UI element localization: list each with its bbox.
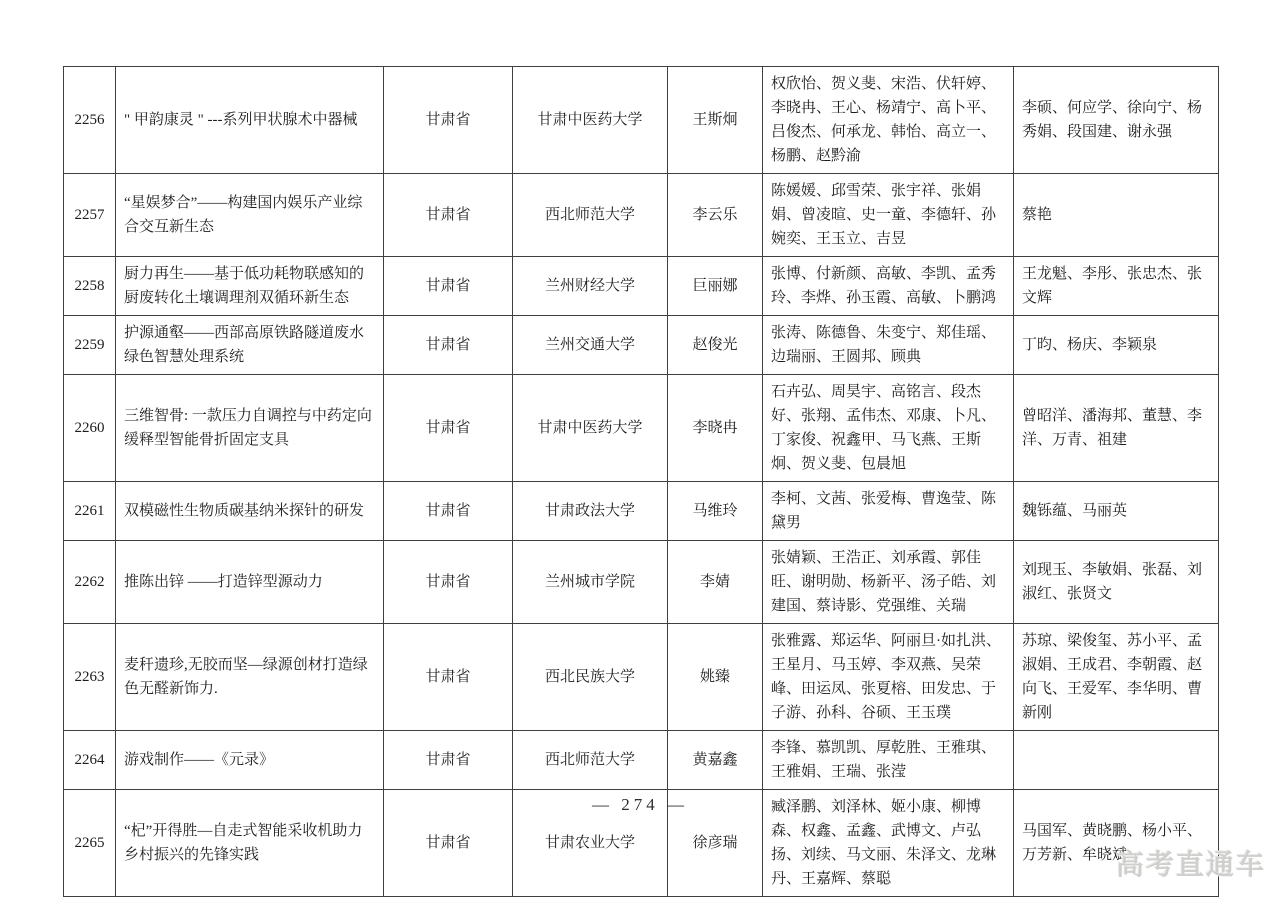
table-row	[64, 257, 1219, 316]
project-title: 麦秆遗珍,无胶而坚—绿源创材打造绿色无醛新饰力.	[116, 624, 384, 731]
team-members: 石卉弘、周昊宇、高铭言、段杰好、张翔、孟伟杰、邓康、卜凡、丁家俊、祝鑫甲、马飞燕、王斯炯、贺义斐、包晨旭	[763, 375, 1014, 482]
university: 甘肃中医药大学	[513, 67, 668, 174]
team-leader: 巨丽娜	[668, 257, 763, 316]
university: 兰州城市学院	[513, 541, 668, 624]
team-members: 权欣怡、贺义斐、宋浩、伏轩婷、李晓冉、王心、杨靖宁、高卜平、吕俊杰、何承龙、韩怡、高立一、杨鹏、赵黔渝	[763, 67, 1014, 174]
university: 西北师范大学	[513, 174, 668, 257]
project-title: 双模磁性生物质碳基纳米探针的研发	[116, 482, 384, 541]
row-number: 2256	[64, 67, 116, 174]
team-leader: 李云乐	[668, 174, 763, 257]
team-leader: 李晓冉	[668, 375, 763, 482]
university: 西北民族大学	[513, 624, 668, 731]
province: 甘肃省	[384, 482, 513, 541]
province: 甘肃省	[384, 624, 513, 731]
university: 兰州财经大学	[513, 257, 668, 316]
team-leader: 徐彦瑞	[668, 790, 763, 897]
project-title: 推陈出锌 ——打造锌型源动力	[116, 541, 384, 624]
university: 西北师范大学	[513, 731, 668, 790]
project-title: 厨力再生——基于低功耗物联感知的厨废转化土壤调理剂双循环新生态	[116, 257, 384, 316]
project-title: " 甲韵康灵 " ---系列甲状腺术中器械	[116, 67, 384, 174]
province: 甘肃省	[384, 790, 513, 897]
team-members: 陈媛媛、邱雪荣、张宇祥、张娟娟、曾凌暄、史一童、李德轩、孙婉奕、王玉立、吉昱	[763, 174, 1014, 257]
advisors: 魏铄蕴、马丽英	[1014, 482, 1219, 541]
row-number: 2261	[64, 482, 116, 541]
project-title: “星娱梦合”——构建国内娱乐产业综合交互新生态	[116, 174, 384, 257]
table-row	[64, 624, 1219, 731]
advisors: 苏琼、梁俊玺、苏小平、孟淑娟、王成君、李朝霞、赵向飞、王爱军、李华明、曹新刚	[1014, 624, 1219, 731]
project-title: “杞”开得胜—自走式智能采收机助力乡村振兴的先锋实践	[116, 790, 384, 897]
province: 甘肃省	[384, 67, 513, 174]
project-title: 游戏制作——《元录》	[116, 731, 384, 790]
province: 甘肃省	[384, 316, 513, 375]
project-title: 护源通壑——西部高原铁路隧道废水绿色智慧处理系统	[116, 316, 384, 375]
province: 甘肃省	[384, 174, 513, 257]
watermark-logo: 高考直通车	[1115, 849, 1266, 880]
team-leader: 姚臻	[668, 624, 763, 731]
row-number: 2264	[64, 731, 116, 790]
team-members: 张雅露、郑运华、阿丽旦·如扎洪、王星月、马玉婷、李双燕、吴荣峰、田运凤、张夏榕、田发忠、于子游、孙科、谷硕、王玉璞	[763, 624, 1014, 731]
university: 甘肃政法大学	[513, 482, 668, 541]
advisors: 蔡艳	[1014, 174, 1219, 257]
table-row	[64, 67, 1219, 174]
team-leader: 马维玲	[668, 482, 763, 541]
team-leader: 黄嘉鑫	[668, 731, 763, 790]
row-number: 2263	[64, 624, 116, 731]
table-row	[64, 541, 1219, 624]
team-members: 李锋、慕凯凯、厚乾胜、王雅琪、王雅娟、王瑞、张滢	[763, 731, 1014, 790]
province: 甘肃省	[384, 541, 513, 624]
team-members: 臧泽鹏、刘泽林、姬小康、柳博森、权鑫、孟鑫、武博文、卢弘扬、刘续、马文丽、朱泽文、龙琳丹、王嘉辉、蔡聪	[763, 790, 1014, 897]
team-members: 张婧颖、王浩正、刘承霞、郭佳旺、谢明勋、杨新平、汤子皓、刘建国、蔡诗影、党强维、关瑞	[763, 541, 1014, 624]
university: 甘肃农业大学	[513, 790, 668, 897]
table-row	[64, 316, 1219, 375]
team-members: 张涛、陈德鲁、朱变宁、郑佳瑶、边瑞丽、王圆邦、顾典	[763, 316, 1014, 375]
advisors: 丁昀、杨庆、李颖泉	[1014, 316, 1219, 375]
row-number: 2258	[64, 257, 116, 316]
page-number: — 274 —	[592, 795, 688, 814]
advisors: 曾昭洋、潘海邦、董慧、李洋、万青、祖建	[1014, 375, 1219, 482]
advisors: 马国军、黄晓鹏、杨小平、万芳新、牟晓斌	[1014, 790, 1219, 897]
team-leader: 王斯炯	[668, 67, 763, 174]
table-row	[64, 174, 1219, 257]
province: 甘肃省	[384, 731, 513, 790]
team-members: 李柯、文茜、张爱梅、曹逸莹、陈黛男	[763, 482, 1014, 541]
team-leader: 赵俊光	[668, 316, 763, 375]
award-table	[63, 66, 1219, 897]
province: 甘肃省	[384, 257, 513, 316]
advisors: 刘现玉、李敏娟、张磊、刘淑红、张贤文	[1014, 541, 1219, 624]
row-number: 2257	[64, 174, 116, 257]
team-members: 张博、付新颜、高敏、李凯、孟秀玲、李烨、孙玉霞、高敏、卜鹏鸿	[763, 257, 1014, 316]
advisors: 王龙魁、李彤、张忠杰、张文辉	[1014, 257, 1219, 316]
advisors: 李硕、何应学、徐向宁、杨秀娟、段国建、谢永强	[1014, 67, 1219, 174]
university: 甘肃中医药大学	[513, 375, 668, 482]
table-row	[64, 482, 1219, 541]
row-number: 2260	[64, 375, 116, 482]
team-leader: 李婧	[668, 541, 763, 624]
row-number: 2259	[64, 316, 116, 375]
table-row	[64, 375, 1219, 482]
province: 甘肃省	[384, 375, 513, 482]
university: 兰州交通大学	[513, 316, 668, 375]
project-title: 三维智骨: 一款压力自调控与中药定向缓释型智能骨折固定支具	[116, 375, 384, 482]
advisors	[1014, 731, 1219, 790]
table-row	[64, 731, 1219, 790]
row-number: 2262	[64, 541, 116, 624]
row-number: 2265	[64, 790, 116, 897]
